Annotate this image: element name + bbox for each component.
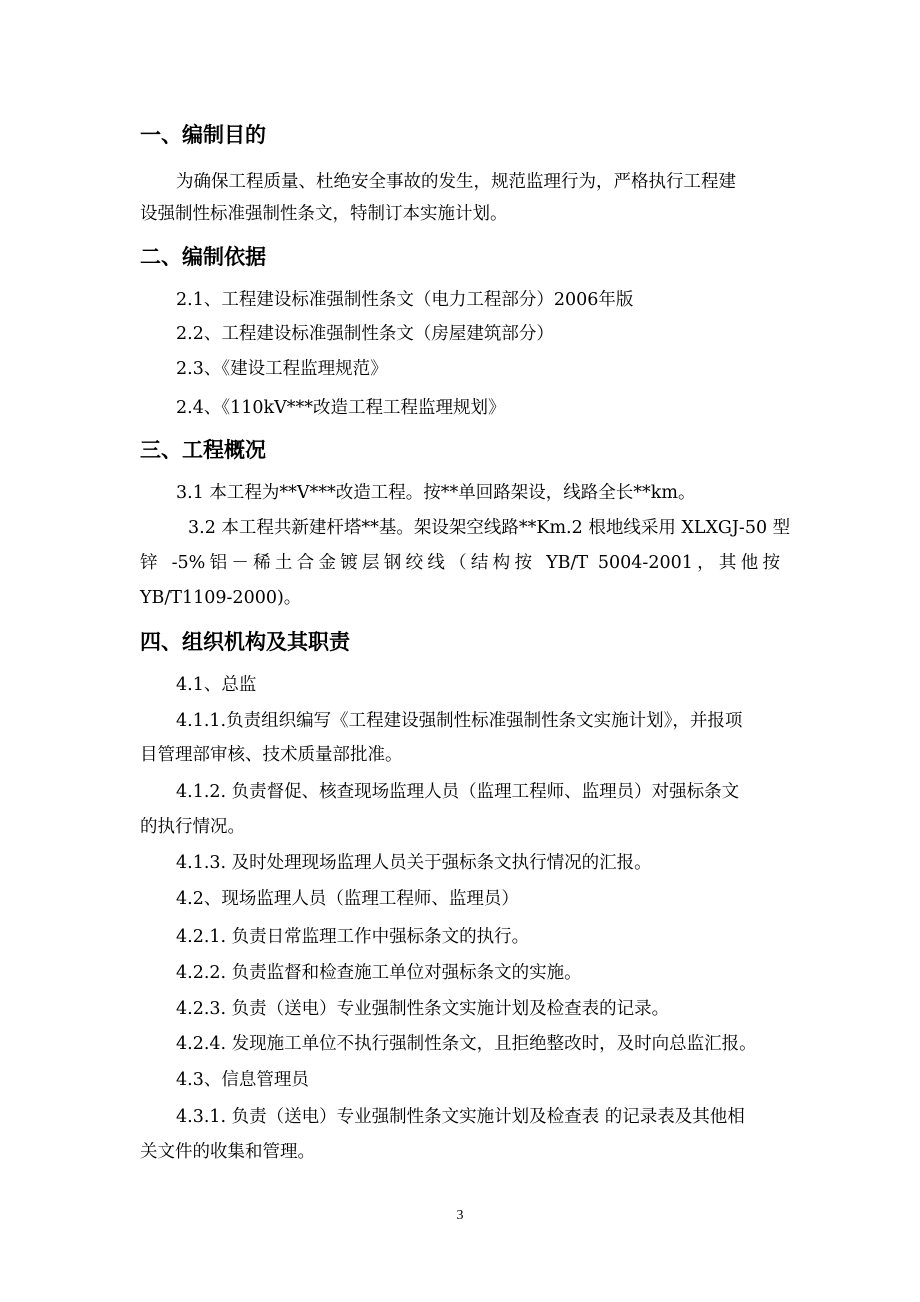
paragraph-line: 4.2.2. 负责监督和检查施工单位对强标条文的实施。 xyxy=(176,963,582,983)
paragraph-line: 3.2 本工程共新建杆塔**基。架设架空线路**Km.2 根地线采用 XLXGJ-50 型 xyxy=(188,518,791,538)
paragraph-line: 4.2.4. 发现施工单位不执行强制性条文，且拒绝整改时，及时向总监汇报。 xyxy=(176,1034,757,1054)
paragraph-line: 设强制性标准强制性条文，特制订本实施计划。 xyxy=(140,204,508,224)
list-item: 2.2、工程建设标准强制性条文（房屋建筑部分） xyxy=(176,324,554,344)
paragraph-line: 4.2.1. 负责日常监理工作中强标条文的执行。 xyxy=(176,927,530,947)
paragraph-line: 4.3.1. 负责（送电）专业强制性条文实施计划及检查表 的记录表及其他相 xyxy=(176,1107,745,1127)
list-item: 4.2、现场监理人员（监理工程师、监理员） xyxy=(176,889,519,909)
section-title-purpose: 一、编制目的 xyxy=(140,123,266,147)
paragraph-line: 4.1.1.负责组织编写《工程建设强制性标准强制性条文实施计划》，并报项 xyxy=(176,711,743,731)
paragraph-line: 4.1.2. 负责督促、核查现场监理人员（监理工程师、监理员）对强标条文 xyxy=(176,782,740,802)
paragraph-line: 4.2.3. 负责（送电）专业强制性条文实施计划及检查表的记录。 xyxy=(176,999,670,1019)
section-title-organization: 四、组织机构及其职责 xyxy=(140,630,350,654)
list-item: 2.1、工程建设标准强制性条文（电力工程部分）2006年版 xyxy=(176,290,634,310)
list-item: 4.1、总监 xyxy=(176,675,257,695)
paragraph-line: YB/T1109-2000)。 xyxy=(140,588,302,608)
page-number: 3 xyxy=(456,1208,464,1223)
list-item: 4.3、信息管理员 xyxy=(176,1070,309,1090)
section-title-overview: 三、工程概况 xyxy=(140,438,266,462)
paragraph-line: 4.1.3. 及时处理现场监理人员关于强标条文执行情况的汇报。 xyxy=(176,853,652,873)
paragraph-line: 为确保工程质量、杜绝安全事故的发生，规范监理行为，严格执行工程建 xyxy=(176,172,736,192)
paragraph-line: 的执行情况。 xyxy=(140,817,245,837)
paragraph-line: 3.1 本工程为**V***改造工程。按**单回路架设，线路全长**km。 xyxy=(176,483,696,503)
paragraph-line: 目管理部审核、技术质量部批准。 xyxy=(140,745,403,765)
paragraph-line: 关文件的收集和管理。 xyxy=(140,1142,315,1162)
list-item: 2.4、《110kV***改造工程工程监理规划》 xyxy=(176,398,506,418)
section-title-basis: 二、编制依据 xyxy=(140,245,266,269)
paragraph-line: 锌 -5%铝－稀土合金镀层钢绞线（结构按 YB/T 5004-2001，其他按 xyxy=(140,553,780,573)
list-item: 2.3、《建设工程监理规范》 xyxy=(176,359,388,379)
